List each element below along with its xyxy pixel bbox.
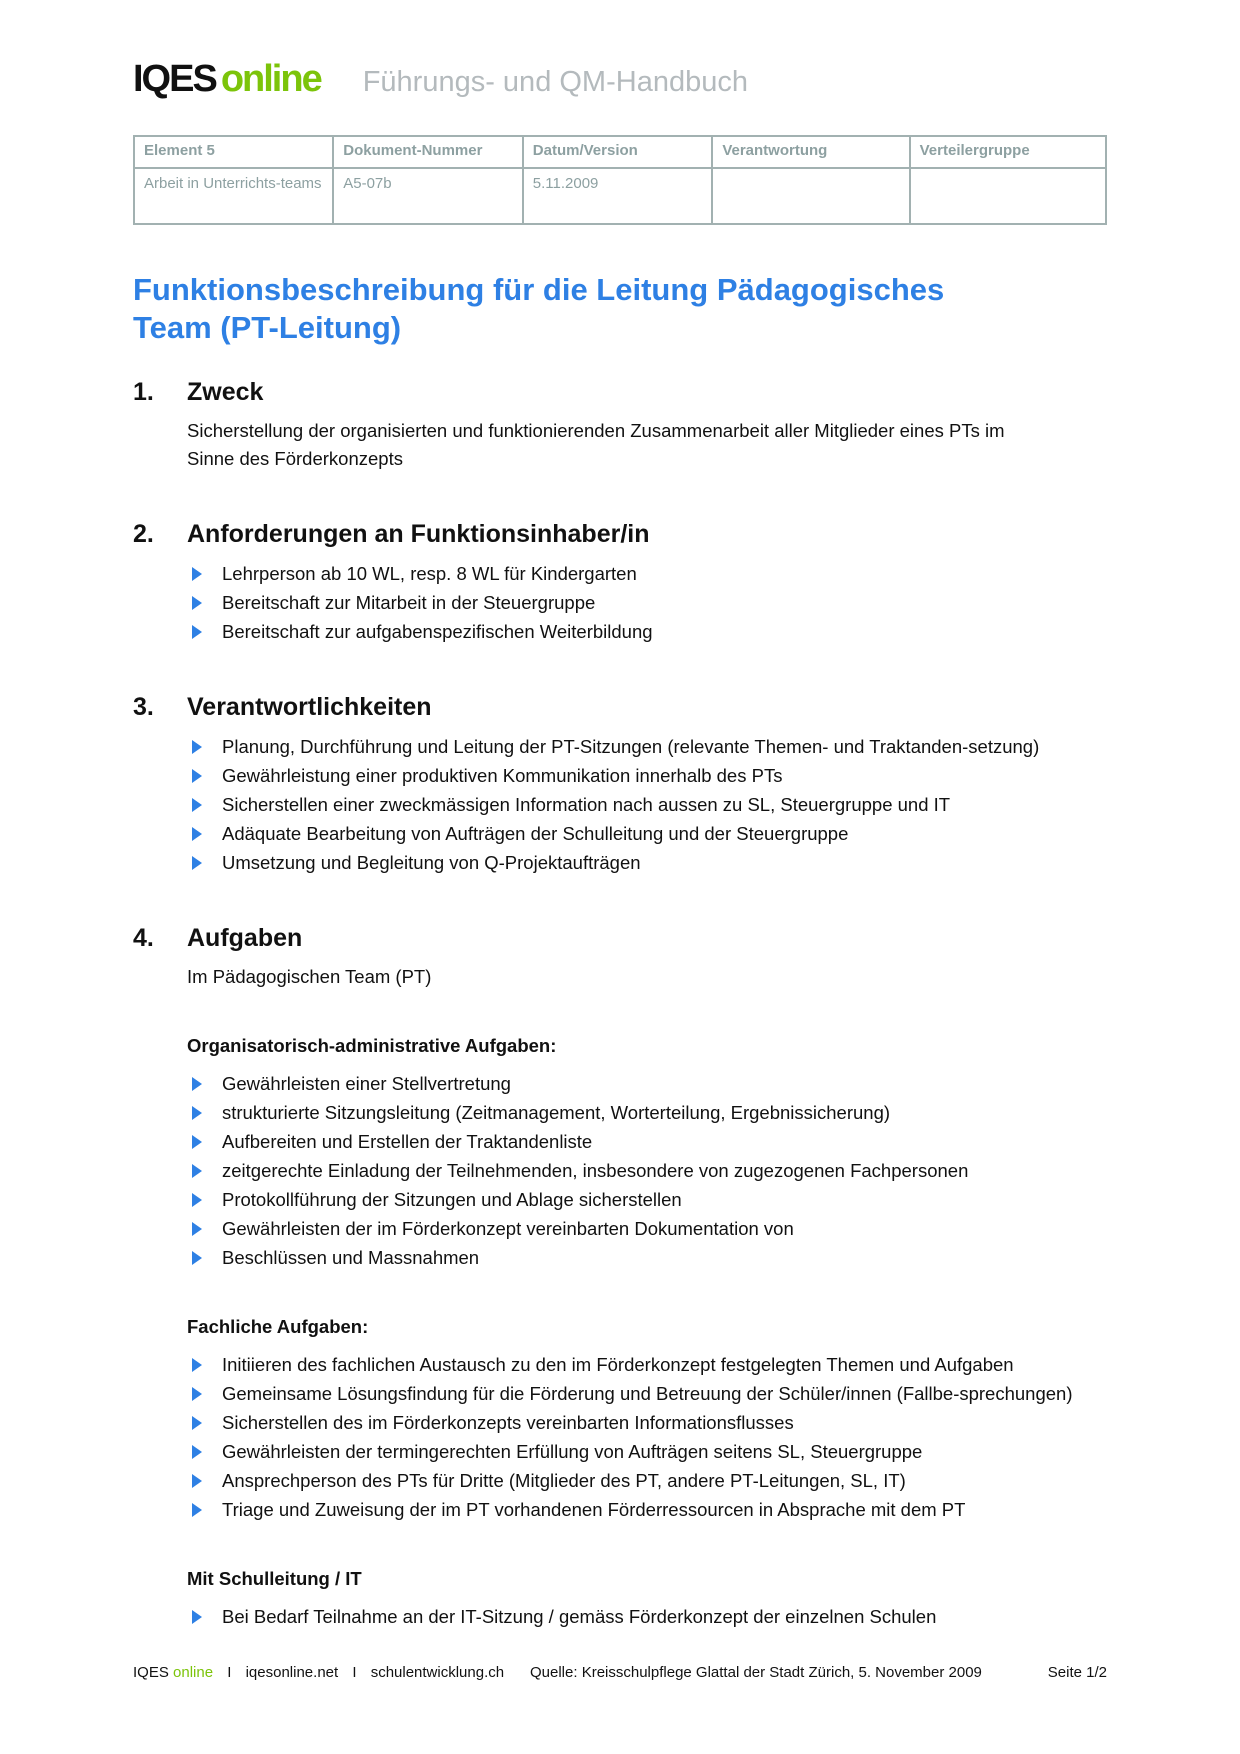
subsection-heading-schulleitung: Mit Schulleitung / IT	[187, 1568, 362, 1589]
list-item	[187, 1127, 1077, 1156]
list-item	[187, 1243, 1077, 1272]
footer-brand-suffix: online	[173, 1664, 214, 1681]
iqes-logo	[133, 58, 321, 101]
meta-table-header-row	[134, 136, 1106, 168]
section-verantwortlichkeiten	[133, 692, 1107, 877]
list-item-text: Sicherstellen einer zweckmässigen Information nach aussen zu SL, Steuergruppe und IT	[222, 794, 951, 815]
section-number: 4.	[133, 924, 154, 952]
arrow-right-icon	[192, 1222, 202, 1236]
arrow-right-icon	[192, 1416, 202, 1430]
list-item	[187, 1408, 1077, 1437]
meta-value-date-version: 5.11.2009	[523, 168, 713, 224]
arrow-right-icon	[192, 1610, 202, 1624]
meta-col-date-version: Datum/Version	[523, 136, 713, 168]
list-item-text: Initiieren des fachlichen Austausch zu den im Förderkonzept festgelegten Themen und Aufgaben	[222, 1354, 1014, 1375]
list-item	[187, 1185, 1077, 1214]
arrow-right-icon	[192, 740, 202, 754]
list-item	[187, 1379, 1077, 1408]
page-title	[133, 271, 1107, 347]
arrow-right-icon	[192, 1106, 202, 1120]
list-item-text: Gewährleistung einer produktiven Kommunikation innerhalb des PTs	[222, 765, 783, 786]
section-number: 1.	[133, 378, 154, 406]
list-item-text: Adäquate Bearbeitung von Aufträgen der Schulleitung und der Steuergruppe	[222, 823, 849, 844]
list-item	[187, 790, 1077, 819]
meta-value-element: Arbeit in Unterrichts-teams	[134, 168, 333, 224]
footer-page-indicator: Seite 1/2	[1047, 1664, 1107, 1681]
list-item-text: Gewährleisten der im Förderkonzept vereinbarten Dokumentation von	[222, 1218, 794, 1239]
list-item	[187, 617, 1077, 646]
subsection-heading-fachlich: Fachliche Aufgaben:	[187, 1316, 369, 1337]
arrow-right-icon	[192, 798, 202, 812]
section-zweck	[133, 377, 1107, 473]
footer-separator: I	[352, 1664, 357, 1681]
logo-brand: IQES	[133, 58, 216, 100]
list-item	[187, 1069, 1077, 1098]
section-intro-text: Im Pädagogischen Team (PT)	[187, 966, 432, 987]
arrow-right-icon	[192, 1251, 202, 1265]
arrow-right-icon	[192, 1135, 202, 1149]
list-item-text: Gewährleisten einer Stellvertretung	[222, 1073, 511, 1094]
section-title: Verantwortlichkeiten	[187, 693, 432, 721]
list-item	[187, 848, 1077, 877]
bullet-list	[187, 1602, 1107, 1631]
list-item	[187, 819, 1077, 848]
list-item-text: Bei Bedarf Teilnahme an der IT-Sitzung / gemäss Förderkonzept der einzelnen Schulen	[222, 1606, 937, 1627]
footer-source: Quelle: Kreisschulpflege Glattal der Stadt Zürich, 5. November 2009	[530, 1664, 982, 1681]
arrow-right-icon	[192, 596, 202, 610]
list-item	[187, 559, 1077, 588]
meta-col-element: Element 5	[134, 136, 333, 168]
section-body-text: Sicherstellung der organisierten und funktionierenden Zusammenarbeit aller Mitglieder eines PTs im Sinne des Förderkonzepts	[187, 420, 1005, 469]
arrow-right-icon	[192, 625, 202, 639]
list-item	[187, 1437, 1077, 1466]
list-item-text: Umsetzung und Begleitung von Q-Projektaufträgen	[222, 852, 641, 873]
meta-value-distribution-group	[910, 168, 1106, 224]
subsection-heading-organisatorisch: Organisatorisch-administrative Aufgaben:	[187, 1035, 557, 1056]
list-item-text: Gemeinsame Lösungsfindung für die Förderung und Betreuung der Schüler/innen (Fallbe-sprechungen)	[222, 1383, 1073, 1404]
footer-link-iqesonline: iqesonline.net	[245, 1664, 339, 1681]
list-item-text: Aufbereiten und Erstellen der Traktandenliste	[222, 1131, 593, 1152]
list-item-text: Bereitschaft zur aufgabenspezifischen Weiterbildung	[222, 621, 653, 642]
meta-col-distribution-group: Verteilergruppe	[910, 136, 1106, 168]
meta-table-data-row	[134, 168, 1106, 224]
arrow-right-icon	[192, 567, 202, 581]
document-meta-table	[133, 135, 1107, 225]
bullet-list	[187, 732, 1107, 877]
section-heading	[133, 923, 1107, 953]
bullet-list	[187, 1069, 1107, 1272]
logo-brand-suffix: online	[220, 58, 321, 100]
list-item-text: strukturierte Sitzungsleitung (Zeitmanagement, Worterteilung, Ergebnissicherung)	[222, 1102, 891, 1123]
bullet-list	[187, 559, 1107, 646]
arrow-right-icon	[192, 856, 202, 870]
list-item-text: Lehrperson ab 10 WL, resp. 8 WL für Kindergarten	[222, 563, 637, 584]
handbook-title: Führungs- und QM-Handbuch	[362, 66, 748, 98]
page-title-line-1: Funktionsbeschreibung für die Leitung Pädagogisches	[133, 272, 945, 307]
arrow-right-icon	[192, 1164, 202, 1178]
list-item	[187, 761, 1077, 790]
list-item-text: Beschlüssen und Massnahmen	[222, 1247, 480, 1268]
list-item	[187, 732, 1077, 761]
section-heading	[133, 519, 1107, 549]
arrow-right-icon	[192, 1474, 202, 1488]
list-item	[187, 1098, 1077, 1127]
page-title-line-2: Team (PT-Leitung)	[133, 310, 402, 345]
list-item-text: Triage und Zuweisung der im PT vorhandenen Förderressourcen in Absprache mit dem PT	[222, 1499, 966, 1520]
arrow-right-icon	[192, 769, 202, 783]
arrow-right-icon	[192, 1358, 202, 1372]
list-item	[187, 1156, 1077, 1185]
list-item-text: zeitgerechte Einladung der Teilnehmenden, insbesondere von zugezogenen Fachpersonen	[222, 1160, 969, 1181]
section-anforderungen	[133, 519, 1107, 646]
arrow-right-icon	[192, 1193, 202, 1207]
footer-separator: I	[227, 1664, 232, 1681]
section-number: 3.	[133, 693, 154, 721]
list-item-text: Bereitschaft zur Mitarbeit in der Steuergruppe	[222, 592, 596, 613]
list-item	[187, 1495, 1077, 1524]
arrow-right-icon	[192, 1445, 202, 1459]
bullet-list	[187, 1350, 1107, 1524]
section-title: Aufgaben	[187, 924, 303, 952]
page-header	[0, 0, 1240, 101]
section-number: 2.	[133, 520, 154, 548]
list-item-text: Protokollführung der Sitzungen und Ablage sicherstellen	[222, 1189, 682, 1210]
list-item-text: Gewährleisten der termingerechten Erfüllung von Aufträgen seitens SL, Steuergruppe	[222, 1441, 923, 1462]
section-aufgaben	[133, 923, 1107, 1631]
meta-value-document-number: A5-07b	[333, 168, 523, 224]
list-item	[187, 588, 1077, 617]
list-item-text: Ansprechperson des PTs für Dritte (Mitglieder des PT, andere PT-Leitungen, SL, IT)	[222, 1470, 906, 1491]
arrow-right-icon	[192, 1387, 202, 1401]
arrow-right-icon	[192, 827, 202, 841]
arrow-right-icon	[192, 1503, 202, 1517]
footer-brand: IQES	[133, 1664, 169, 1681]
meta-col-document-number: Dokument-Nummer	[333, 136, 523, 168]
list-item	[187, 1602, 1077, 1631]
arrow-right-icon	[192, 1077, 202, 1091]
meta-col-responsibility: Verantwortung	[712, 136, 909, 168]
section-heading	[133, 377, 1107, 407]
section-heading	[133, 692, 1107, 722]
list-item-text: Sicherstellen des im Förderkonzepts vereinbarten Informationsflusses	[222, 1412, 794, 1433]
section-title: Anforderungen an Funktionsinhaber/in	[187, 520, 650, 548]
meta-value-responsibility	[712, 168, 909, 224]
list-item	[187, 1466, 1077, 1495]
list-item-text: Planung, Durchführung und Leitung der PT-Sitzungen (relevante Themen- und Traktanden-setzung)	[222, 736, 1040, 757]
footer-brand-links	[133, 1664, 504, 1681]
footer-link-schulentwicklung: schulentwicklung.ch	[370, 1664, 505, 1681]
list-item	[187, 1214, 1077, 1243]
list-item	[187, 1350, 1077, 1379]
section-title: Zweck	[187, 378, 264, 406]
